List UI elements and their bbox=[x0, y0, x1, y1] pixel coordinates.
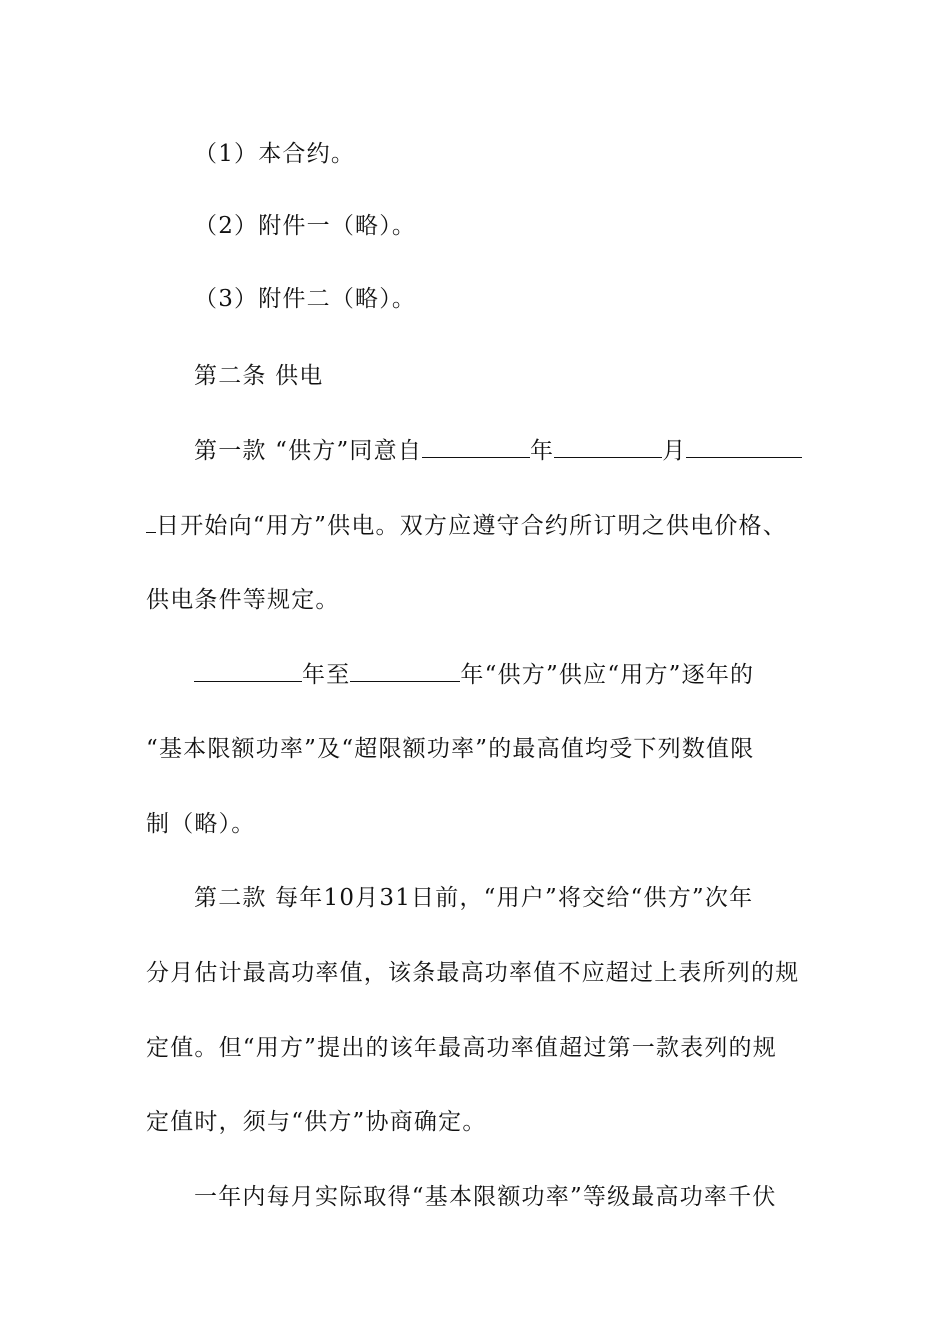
clause2-line3: 定值。但“用方”提出的该年最高功率值超过第一款表列的规 bbox=[146, 1035, 777, 1061]
clause1-p2-rest: 年“供方”供应“用方”逐年的 bbox=[460, 662, 755, 688]
blank-day-cont bbox=[146, 510, 156, 533]
unit-year: 年 bbox=[530, 438, 555, 464]
clause2-line2: 分月估计最高功率值，该条最高功率值不应超过上表所列的规 bbox=[146, 960, 800, 986]
clause1-p2-line2: “基本限额功率”及“超限额功率”的最高值均受下列数值限 bbox=[146, 736, 755, 762]
list-item-1: （1）本合约。 bbox=[194, 141, 356, 167]
clause1-p2-line3: 制（略）。 bbox=[146, 811, 256, 837]
unit-month: 月 bbox=[662, 438, 687, 464]
clause1-p2-line1 bbox=[194, 659, 854, 690]
blank-day bbox=[686, 435, 802, 458]
blank-month bbox=[554, 435, 662, 458]
last-line: 一年内每月实际取得“基本限额功率”等级最高功率千伏 bbox=[194, 1184, 777, 1210]
clause1-line2-text: 日开始向“用方”供电。双方应遵守合约所订明之供电价格、 bbox=[156, 513, 787, 539]
clause1-prefix: 第一款 “供方”同意自 bbox=[194, 438, 423, 464]
list-item-2: （2）附件一（略）。 bbox=[194, 213, 417, 239]
article-heading: 第二条 供电 bbox=[194, 363, 324, 389]
clause2-line4: 定值时，须与“供方”协商确定。 bbox=[146, 1109, 487, 1135]
year-to: 年至 bbox=[302, 662, 351, 688]
list-item-3: （3）附件二（略）。 bbox=[194, 286, 417, 312]
blank-end-year bbox=[350, 659, 460, 682]
clause1-line2 bbox=[146, 510, 806, 541]
clause1-line3: 供电条件等规定。 bbox=[146, 587, 340, 613]
blank-year bbox=[422, 435, 530, 458]
blank-start-year bbox=[194, 659, 302, 682]
clause1-line1 bbox=[194, 435, 854, 466]
clause2-line1: 第二款 每年10月31日前，“用户”将交给“供方”次年 bbox=[194, 885, 754, 911]
